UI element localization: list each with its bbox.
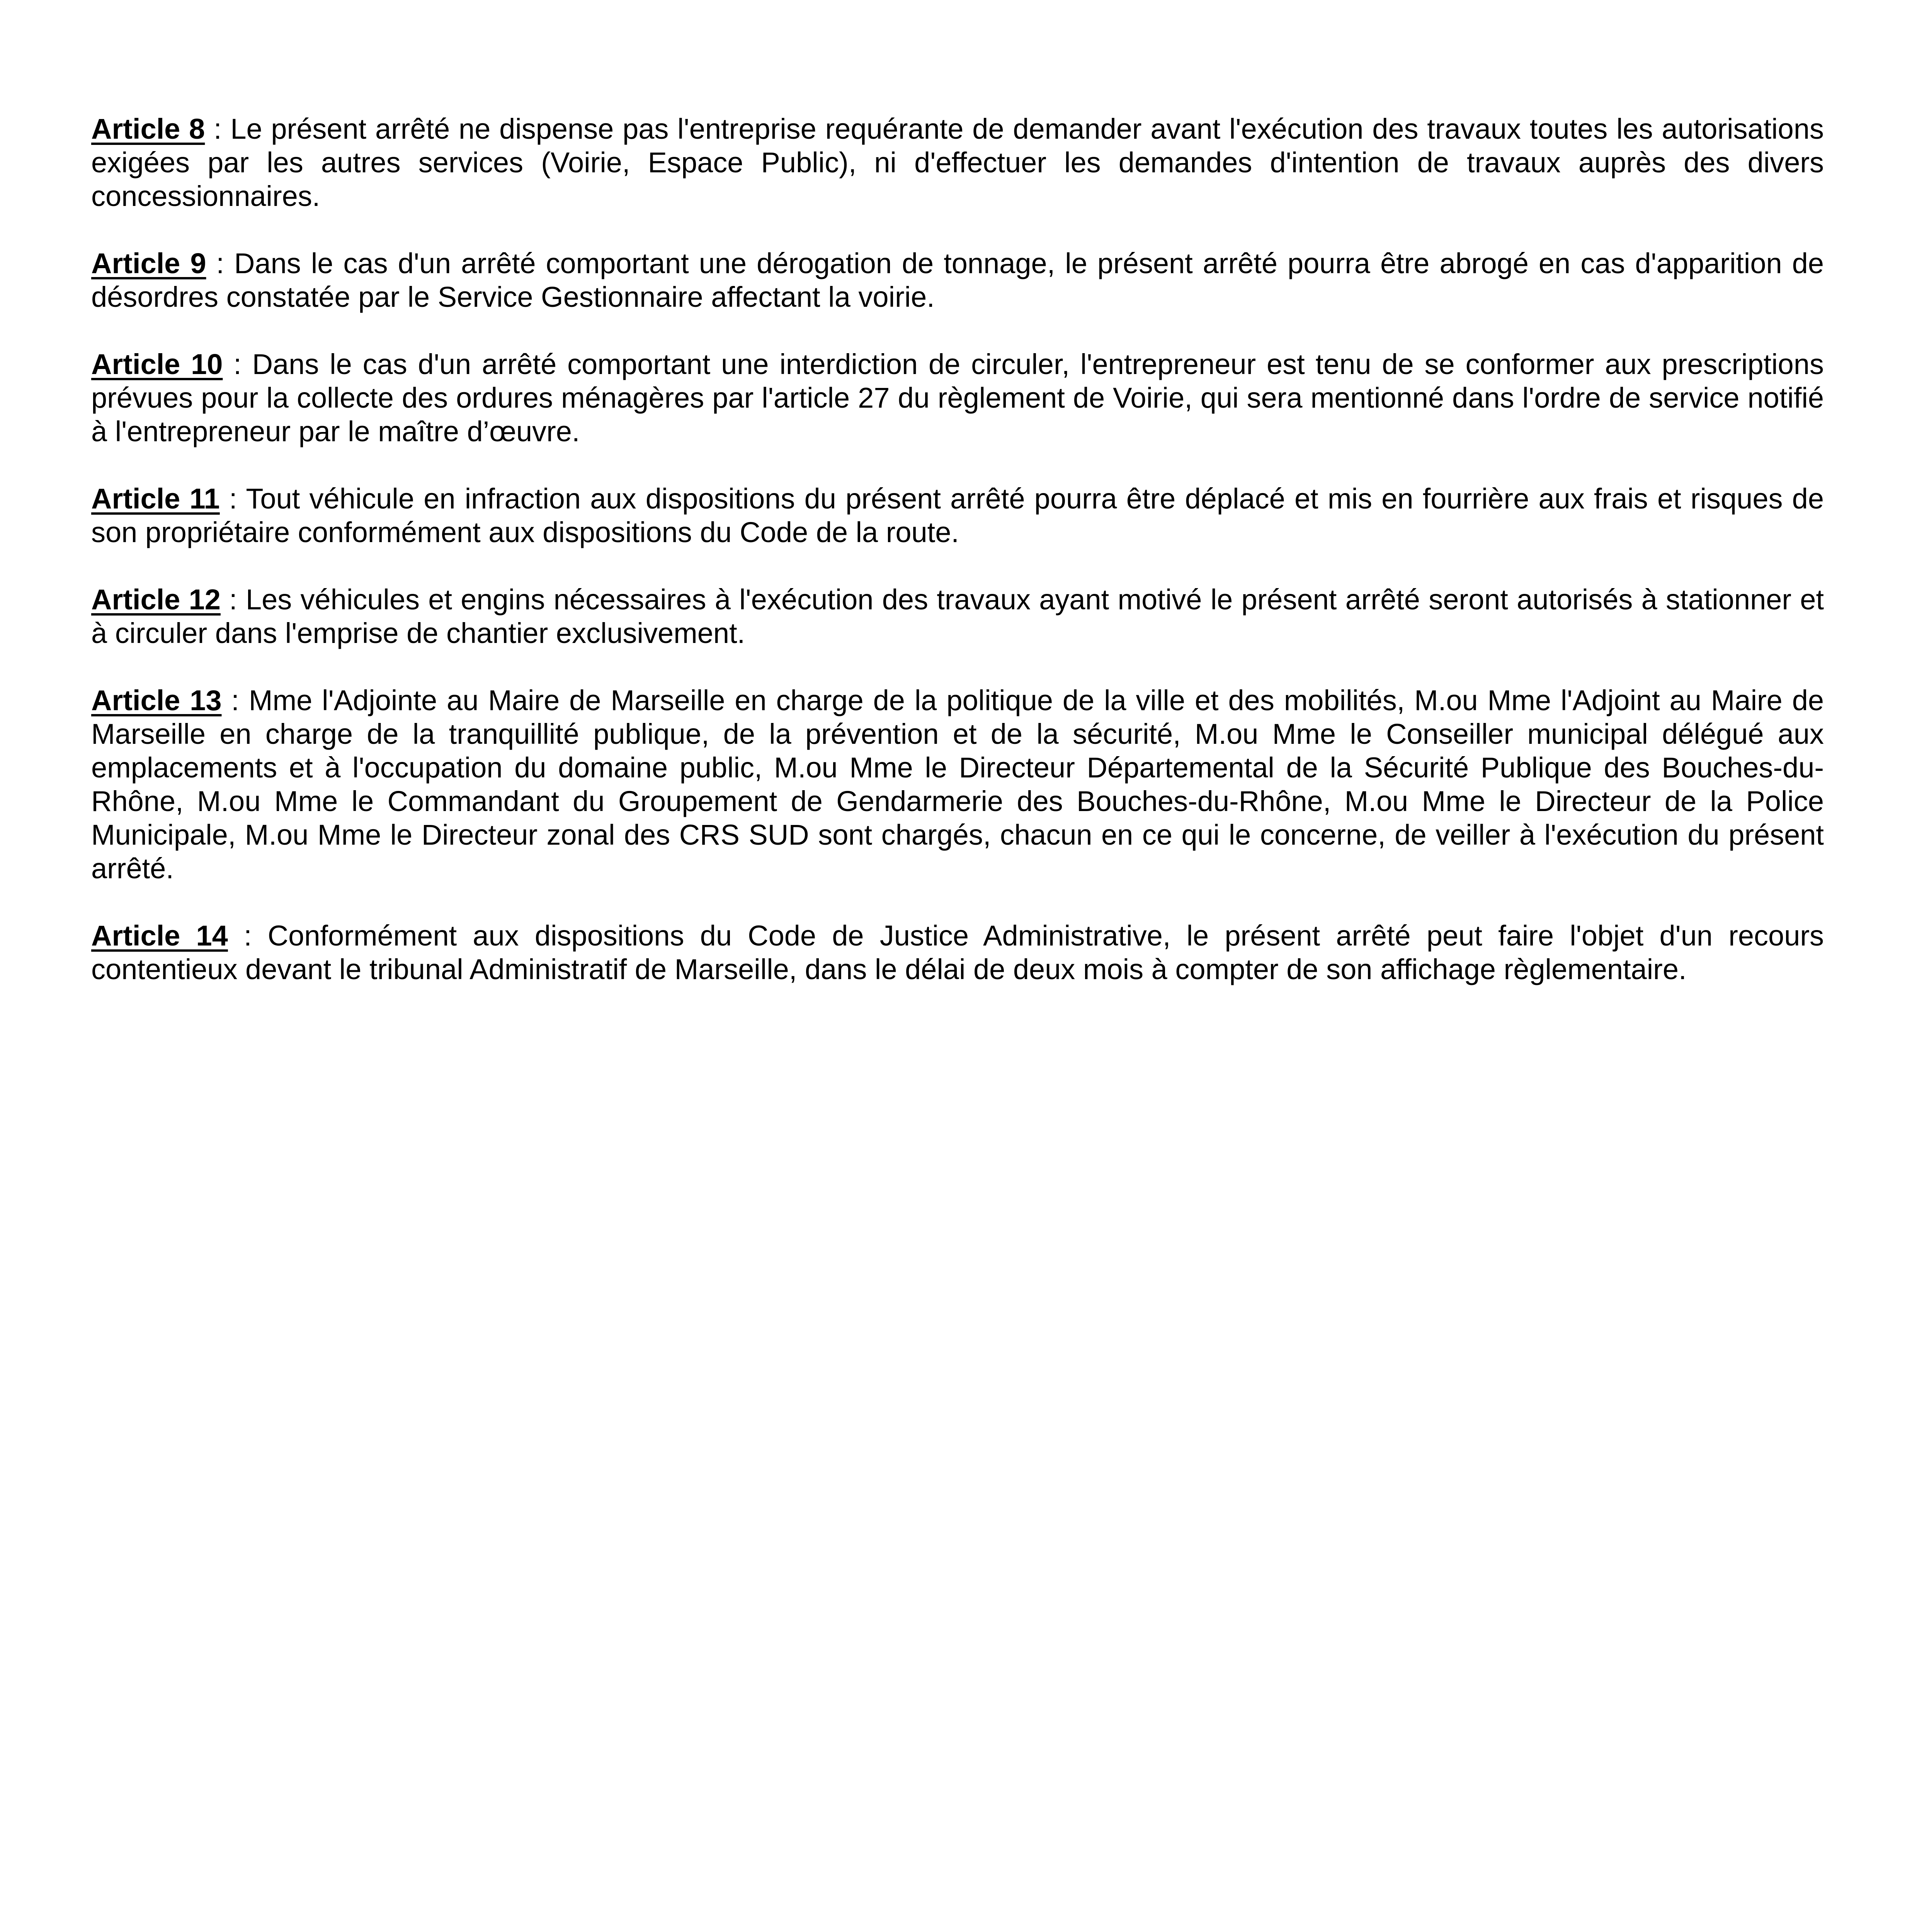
- article-8: [91, 112, 1824, 213]
- article-10: [91, 347, 1824, 448]
- article-9: [91, 247, 1824, 314]
- article-13: [91, 684, 1824, 885]
- article-11: [91, 482, 1824, 549]
- article-label: Article 10: [91, 348, 223, 380]
- article-label: Article 9: [91, 247, 206, 279]
- article-label: Article 11: [91, 483, 220, 515]
- article-text: : Conformément aux dispositions du Code de Justice Administrative, le présent arrêté peut faire l'objet d'un recours contentieux devant le tribunal Administratif de Marseille, dans le délai de deux mois à compter de son affichage règlementaire.: [91, 920, 1824, 985]
- article-12: [91, 583, 1824, 650]
- articles-section: [91, 112, 1824, 1020]
- article-text: : Les véhicules et engins nécessaires à l'exécution des travaux ayant motivé le présent arrêté seront autorisés à stationner et à circuler dans l'emprise de chantier exclusivement.: [91, 583, 1824, 649]
- article-text: : Dans le cas d'un arrêté comportant une interdiction de circuler, l'entrepreneur est tenu de se conformer aux prescriptions prévues pour la collecte des ordures ménagères par l'article 27 du règlement de Voirie, qui sera mentionné dans l'ordre de service notifié à l'entrepreneur par le maître d’œuvre.: [91, 348, 1824, 447]
- article-text: : Dans le cas d'un arrêté comportant une dérogation de tonnage, le présent arrêté pourra être abrogé en cas d'apparition de désordres constatée par le Service Gestionnaire affectant la voirie.: [91, 247, 1824, 313]
- article-label: Article 8: [91, 113, 205, 145]
- article-label: Article 14: [91, 920, 228, 952]
- article-14: [91, 919, 1824, 986]
- article-label: Article 13: [91, 684, 222, 716]
- article-text: : Mme l'Adjointe au Maire de Marseille en charge de la politique de la ville et des mobilités, M.ou Mme l'Adjoint au Maire de Marseille en charge de la tranquillité publique, de la prévention et de la sécurité, M.ou Mme le Conseiller municipal délégué aux emplacements et à l'occupation du domaine public, M.ou Mme le Directeur Départemental de la Sécurité Publique des Bouches-du-Rhône, M.ou Mme le Commandant du Groupement de Gendarmerie des Bouches-du-Rhône, M.ou Mme le Directeur de la Police Municipale, M.ou Mme le Directeur zonal des CRS SUD sont chargés, chacun en ce qui le concerne, de veiller à l'exécution du présent arrêté.: [91, 684, 1824, 884]
- article-text: : Le présent arrêté ne dispense pas l'entreprise requérante de demander avant l'exécution des travaux toutes les autorisations exigées par les autres services (Voirie, Espace Public), ni d'effectuer les demandes d'intention de travaux auprès des divers concessionnaires.: [91, 113, 1824, 212]
- article-text: : Tout véhicule en infraction aux dispositions du présent arrêté pourra être déplacé et mis en fourrière aux frais et risques de son propriétaire conformément aux dispositions du Code de la route.: [91, 483, 1824, 548]
- article-label: Article 12: [91, 583, 221, 616]
